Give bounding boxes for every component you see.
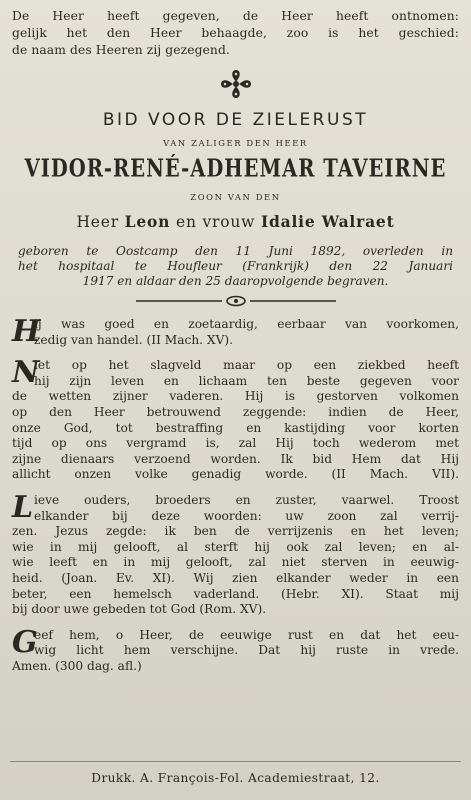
printer-imprint: Drukk. A. François-Fol. Academiestraat, 12. — [91, 771, 380, 785]
drop-cap: G — [12, 624, 38, 660]
card-subtitle: VAN ZALIGER DEN HEER — [163, 138, 308, 148]
paragraph — [12, 489, 459, 618]
son-of-label: ZOON VAN DEN — [190, 192, 281, 202]
paragraph-line: beter, een hemelsch vaderland. (Hebr. XI). Staat mij — [12, 586, 459, 601]
paragraph — [12, 355, 459, 483]
paragraph-line: ij was goed en zoetaardig, eerbaar van voorkomen, — [34, 317, 459, 331]
ornamental-divider — [136, 295, 336, 307]
intro-verse — [12, 8, 459, 59]
mother-name: Idalie Walraet — [260, 212, 395, 231]
paragraph-line: op den Heer betrouwend zeggende: indien de Heer, — [12, 404, 459, 419]
parents-line — [12, 212, 459, 231]
paragraph-line: heid. (Joan. Ev. XI). Wij zien elkander weder in een — [12, 570, 459, 585]
footer-rule — [10, 761, 461, 762]
parents-prefix: Heer — [76, 213, 119, 231]
drop-cap: N — [12, 355, 40, 391]
intro-line: gelijk het den Heer behaagde, zoo is het geschied: — [12, 26, 459, 40]
paragraph-line: eef hem, o Heer, de eeuwige rust en dat het eeu- — [34, 627, 459, 642]
paragraph — [12, 314, 459, 349]
paragraph-line: zijne dienaars verzoend worden. Ik bid Hem dat Hij — [12, 451, 459, 466]
drop-cap: H — [12, 314, 41, 349]
cross-container — [12, 68, 459, 100]
intro-line: de naam des Heeren zij gezegend. — [12, 43, 230, 57]
ornamental-cross-icon — [219, 68, 253, 100]
birth-line: geboren te Oostcamp den 11 Juni 1892, overleden in — [18, 244, 453, 258]
paragraph-line: elkander bij deze woorden: uw zoon zal verrij- — [34, 508, 459, 523]
birth-death-text — [12, 244, 459, 289]
paragraph-line: de wetten zijner vaderen. Hij is gestorven volkomen — [12, 389, 459, 404]
deceased-name: VIDOR-RENÉ-ADHEMAR TAVEIRNE — [24, 154, 447, 183]
parents-mid: en vrouw — [175, 213, 256, 231]
card-title: BID VOOR DE ZIELERUST — [102, 110, 369, 130]
paragraph-line: bij door uwe gebeden tot God (Rom. XV). — [12, 602, 267, 617]
intro-line: De Heer heeft gegeven, de Heer heeft ontnomen: — [12, 9, 459, 23]
paragraph-line: zen. Jezus zegde: ik ben de verrijzenis en het leven; — [12, 524, 459, 539]
father-name: Leon — [124, 212, 171, 231]
paragraph-line: hij zijn leven en lichaam ten beste gegeven voor — [34, 373, 459, 388]
paragraph-line: ieve ouders, broeders en zuster, vaarwel. Troost — [34, 492, 459, 507]
paragraph-line: iet op het slagveld maar op een ziekbed heeft — [34, 358, 459, 373]
paragraph-line: allicht onzen volke genadig worde. (II Mach. VII). — [12, 467, 459, 482]
paragraph-line: Amen. (300 dag. afl.) — [12, 658, 142, 673]
paragraph — [12, 624, 459, 675]
paragraph-line: onze God, tot bestraffing en kastijding voor korten — [12, 420, 459, 435]
drop-cap: L — [12, 489, 34, 525]
paragraph-line: wie in mij gelooft, al sterft hij ook zal leven; en al- — [12, 539, 459, 554]
paragraph-line: wig licht hem verschijne. Dat hij ruste in vrede. — [34, 643, 459, 658]
paragraph-line: tijd op ons vergramd is, zal Hij toch wederom met — [12, 436, 459, 451]
birth-line: 1917 en aldaar den 25 daaropvolgende begraven. — [82, 274, 389, 288]
birth-line: het hospitaal te Houfleur (Frankrijk) den 22 Januari — [18, 259, 453, 273]
paragraph-line: zedig van handel. (II Mach. XV). — [34, 332, 234, 347]
paragraph-line: wie leeft en in mij gelooft, zal niet sterven in eeuwig- — [12, 555, 459, 570]
